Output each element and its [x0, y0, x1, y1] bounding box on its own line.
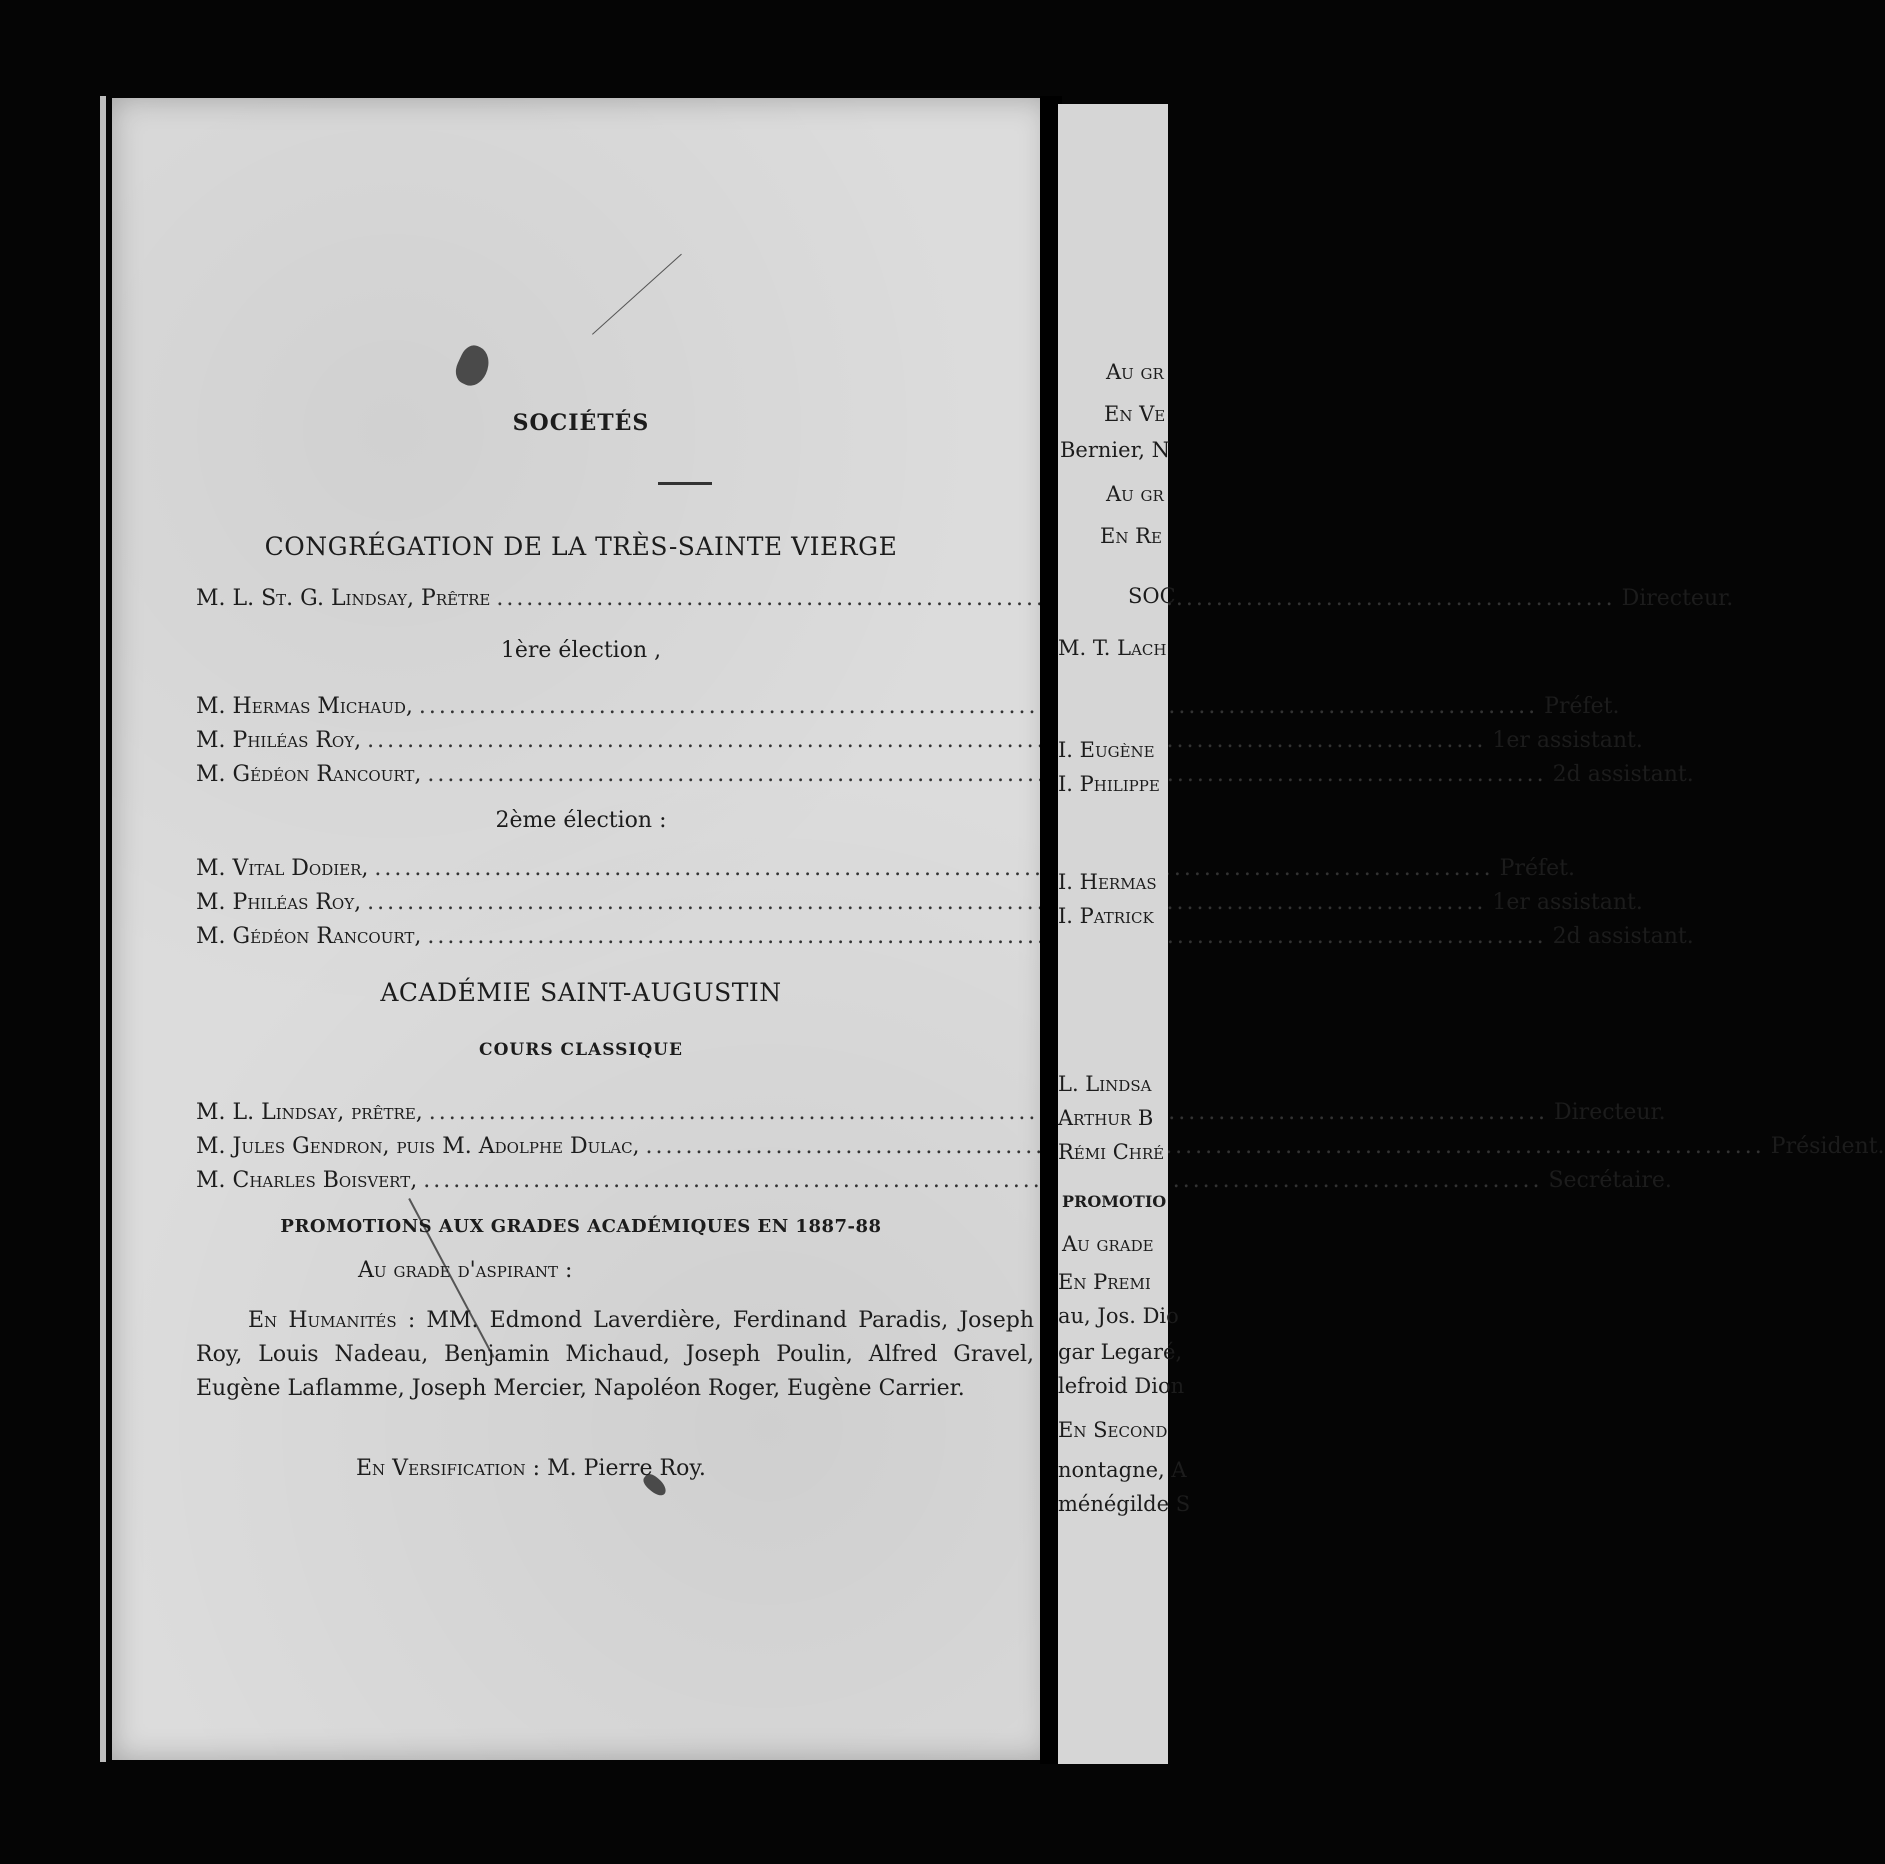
member-role: Préfet. — [1544, 694, 1620, 719]
heading-rule — [658, 482, 712, 485]
leader-dots — [367, 728, 1486, 753]
adjacent-line: Bernier, N — [1060, 438, 1171, 462]
humanites-paragraph — [196, 1304, 1034, 1406]
election2-label: 2ème élection : — [495, 808, 667, 833]
member-role: 1er assistant. — [1492, 728, 1643, 753]
adjacent-line: I. Hermas — [1058, 870, 1157, 894]
member-role: 2d assistant. — [1552, 762, 1694, 787]
leader-dots — [367, 890, 1486, 915]
versification-label: En Versification : — [356, 1456, 541, 1481]
member-name: M. Philéas Roy, — [196, 728, 362, 753]
member-name: M. Jules Gendron, puis M. Adolphe Dulac, — [196, 1134, 640, 1159]
adjacent-line: En Premi — [1058, 1270, 1151, 1294]
academie-title: ACADÉMIE SAINT-AUGUSTIN — [380, 978, 782, 1007]
adjacent-line: ménégilde S — [1058, 1492, 1191, 1516]
member-name: M. Hermas Michaud, — [196, 694, 413, 719]
promotions-title: PROMOTIONS AUX GRADES ACADÉMIQUES EN 1887-88 — [280, 1216, 882, 1237]
grade-label: Au grade d'aspirant : — [358, 1258, 573, 1283]
page-edge — [100, 96, 106, 1762]
member-role: 1er assistant. — [1492, 890, 1643, 915]
leader-dots — [423, 1168, 1542, 1193]
member-role: Secrétaire. — [1548, 1168, 1672, 1193]
member-role: 2d assistant. — [1552, 924, 1694, 949]
adjacent-line: M. T. Lach — [1058, 636, 1167, 660]
adjacent-line: I. Patrick — [1058, 904, 1154, 928]
director-role: Directeur. — [1621, 586, 1734, 611]
adjacent-line: Au grade — [1062, 1232, 1154, 1256]
leader-dots — [427, 924, 1546, 949]
adjacent-line: I. Eugène — [1058, 738, 1155, 762]
versification-text: M. Pierre Roy. — [547, 1456, 706, 1481]
director-name: M. L. St. G. Lindsay, Prêtre — [196, 586, 491, 611]
adjacent-line: SOC — [1128, 584, 1176, 608]
member-role: Président. — [1770, 1134, 1885, 1159]
adjacent-line: Arthur B — [1058, 1106, 1154, 1130]
member-row — [196, 890, 1643, 915]
leader-dots — [374, 856, 1493, 881]
adjacent-line: Au gr — [1106, 360, 1164, 384]
ink-stain — [451, 342, 495, 391]
leader-dots — [646, 1134, 1765, 1159]
member-role: Préfet. — [1499, 856, 1575, 881]
adjacent-page — [1058, 104, 1191, 1764]
election1-label: 1ère élection , — [500, 638, 662, 663]
adjacent-line: En Ve — [1104, 402, 1166, 426]
leader-dots — [427, 762, 1546, 787]
adjacent-line: nontagne, A — [1058, 1458, 1187, 1482]
member-row — [196, 1168, 1672, 1193]
leader-dots — [429, 1100, 1548, 1125]
adjacent-line: En Second — [1058, 1418, 1168, 1442]
adjacent-line: Au gr — [1106, 482, 1164, 506]
member-row — [196, 856, 1575, 881]
adjacent-line: gar Legaré, — [1058, 1340, 1183, 1364]
adjacent-line: lefroid Dion — [1058, 1374, 1185, 1398]
adjacent-line: Rémi Chré — [1058, 1140, 1165, 1164]
academie-subtitle: COURS CLASSIQUE — [479, 1040, 683, 1060]
member-row — [196, 924, 1694, 949]
member-row — [196, 694, 1620, 719]
versification-paragraph — [356, 1452, 1036, 1486]
page-heading: SOCIÉTÉS — [512, 410, 650, 436]
adjacent-line: L. Lindsa — [1058, 1072, 1152, 1096]
congregation-title: CONGRÉGATION DE LA TRÈS-SAINTE VIERGE — [264, 532, 898, 561]
member-name: M. Philéas Roy, — [196, 890, 362, 915]
member-name: M. Vital Dodier, — [196, 856, 369, 881]
member-role: Directeur. — [1554, 1100, 1666, 1125]
leader-dots — [419, 694, 1538, 719]
humanites-text: MM. Edmond Laverdière, Ferdinand Paradis, Joseph Roy, Louis Nadeau, Benjamin Michaud, Joseph Poulin, Alfred Gravel, Eugène Laflamme, Joseph Mercier, Napoléon Roger, Eugène Carrier. — [196, 1308, 1034, 1401]
adjacent-line: En Re — [1100, 524, 1162, 548]
member-name: M. L. Lindsay, prêtre, — [196, 1100, 423, 1125]
member-name: M. Gédéon Rancourt, — [196, 924, 422, 949]
scratch-mark — [592, 254, 682, 335]
adjacent-line: au, Jos. Dio — [1058, 1304, 1179, 1328]
member-name: M. Charles Boisvert, — [196, 1168, 418, 1193]
humanites-label: En Humanités : — [248, 1308, 416, 1333]
adjacent-line: I. Philippe — [1058, 772, 1160, 796]
adjacent-line: PROMOTIO — [1062, 1192, 1167, 1211]
member-name: M. Gédéon Rancourt, — [196, 762, 422, 787]
